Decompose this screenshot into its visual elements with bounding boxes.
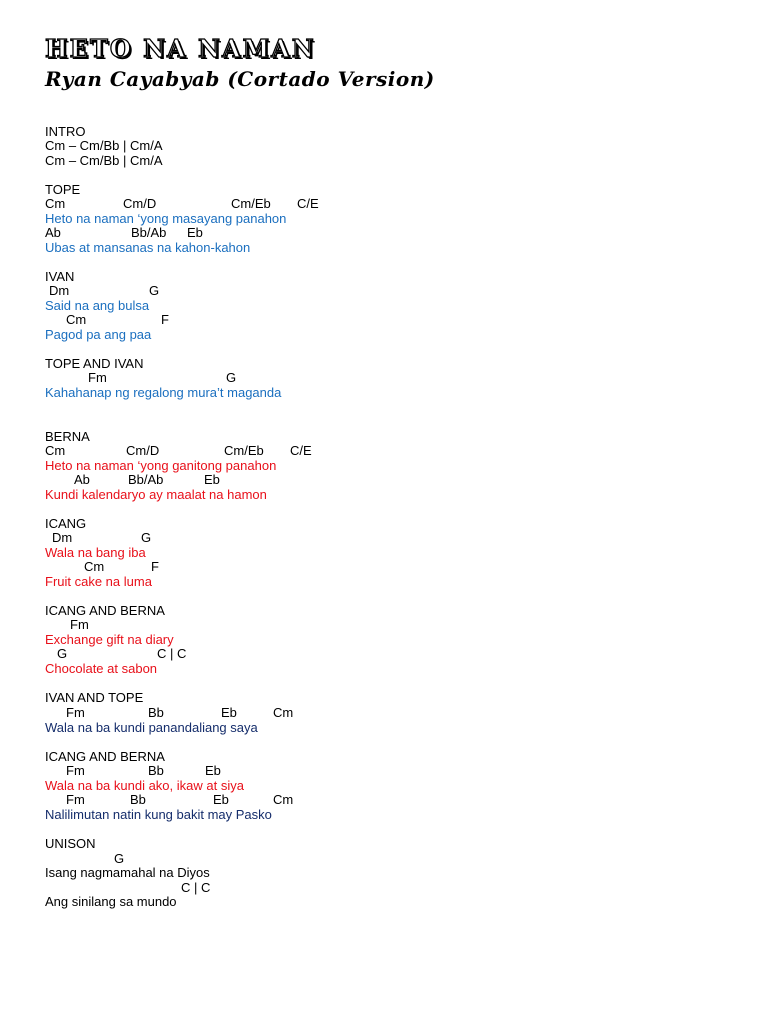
chord: C | C bbox=[157, 646, 187, 661]
section-header-ivan: IVAN bbox=[45, 269, 75, 284]
chord: C | C bbox=[181, 880, 211, 895]
chord: Bb/Ab bbox=[131, 225, 167, 240]
lyric-line: Wala na ba kundi panandaliang saya bbox=[45, 720, 258, 735]
chord: Cm bbox=[66, 312, 87, 327]
section-header-intro: INTRO bbox=[45, 124, 86, 139]
lyric-line: Nalilimutan natin kung bakit may Pasko bbox=[45, 807, 272, 822]
section-header-icang-and-berna: ICANG AND BERNA bbox=[45, 603, 165, 618]
lyric-line: Isang nagmamahal na Diyos bbox=[45, 865, 210, 880]
chord: G bbox=[226, 370, 237, 385]
section-header-tope-and-ivan: TOPE AND IVAN bbox=[45, 356, 144, 371]
chord: Cm bbox=[84, 559, 105, 574]
lyric-line: Wala na bang iba bbox=[45, 545, 146, 560]
lyric-line: Kahahanap ng regalong mura’t maganda bbox=[45, 385, 282, 400]
chord: Cm bbox=[273, 705, 294, 720]
intro-chord-line: Cm – Cm/Bb | Cm/A bbox=[45, 153, 163, 168]
lyric-line: Heto na naman ‘yong ganitong panahon bbox=[45, 458, 277, 473]
chord: Fm bbox=[66, 705, 85, 720]
chord: Cm/Eb bbox=[224, 443, 264, 458]
song-subtitle: Ryan Cayabyab (Cortado Version) bbox=[45, 67, 435, 91]
chord: Cm/D bbox=[126, 443, 160, 458]
lyric-line: Said na ang bulsa bbox=[45, 298, 150, 313]
chord: G bbox=[57, 646, 68, 661]
section-header-berna: BERNA bbox=[45, 429, 90, 444]
chord: C/E bbox=[290, 443, 312, 458]
song-title: HETO NA NAMAN bbox=[45, 34, 316, 63]
lyric-line: Fruit cake na luma bbox=[45, 574, 152, 589]
section-header-tope: TOPE bbox=[45, 182, 81, 197]
section-header-unison: UNISON bbox=[45, 836, 96, 851]
chord: Cm bbox=[45, 196, 66, 211]
lyric-line: Wala na ba kundi ako, ikaw at siya bbox=[45, 778, 244, 793]
chord: Eb bbox=[221, 705, 237, 720]
chord: Cm bbox=[273, 792, 294, 807]
chord: Dm bbox=[52, 530, 73, 545]
chord: Fm bbox=[66, 792, 85, 807]
section-header-icang-and-berna: ICANG AND BERNA bbox=[45, 749, 165, 764]
chord: Ab bbox=[74, 472, 90, 487]
chord: F bbox=[151, 559, 159, 574]
chord: Eb bbox=[205, 763, 221, 778]
lyric-line: Ang sinilang sa mundo bbox=[45, 894, 177, 909]
chord: Bb bbox=[148, 763, 164, 778]
chord: Cm bbox=[45, 443, 66, 458]
chord: Eb bbox=[213, 792, 229, 807]
chord: Eb bbox=[204, 472, 220, 487]
chord: Ab bbox=[45, 225, 61, 240]
lyric-line: Pagod pa ang paa bbox=[45, 327, 152, 342]
chord: Cm/D bbox=[123, 196, 157, 211]
chord: Dm bbox=[49, 283, 70, 298]
chord: Bb/Ab bbox=[128, 472, 164, 487]
chord: Bb bbox=[130, 792, 146, 807]
lyric-line: Heto na naman ‘yong masayang panahon bbox=[45, 211, 287, 226]
chord: Bb bbox=[148, 705, 164, 720]
lyric-line: Exchange gift na diary bbox=[45, 632, 174, 647]
chord: C/E bbox=[297, 196, 319, 211]
chord: Cm/Eb bbox=[231, 196, 271, 211]
chord: G bbox=[114, 851, 125, 866]
chord: Eb bbox=[187, 225, 203, 240]
intro-chord-line: Cm – Cm/Bb | Cm/A bbox=[45, 138, 163, 153]
chord: Fm bbox=[70, 617, 89, 632]
lyric-line: Chocolate at sabon bbox=[45, 661, 158, 676]
section-header-ivan-and-tope: IVAN AND TOPE bbox=[45, 690, 144, 705]
chord: Fm bbox=[66, 763, 85, 778]
chord: Fm bbox=[88, 370, 107, 385]
chord: F bbox=[161, 312, 169, 327]
lyric-line: Kundi kalendaryo ay maalat na hamon bbox=[45, 487, 267, 502]
lyric-line: Ubas at mansanas na kahon-kahon bbox=[45, 240, 251, 255]
section-header-icang: ICANG bbox=[45, 516, 87, 531]
chord: G bbox=[141, 530, 152, 545]
chord: G bbox=[149, 283, 160, 298]
